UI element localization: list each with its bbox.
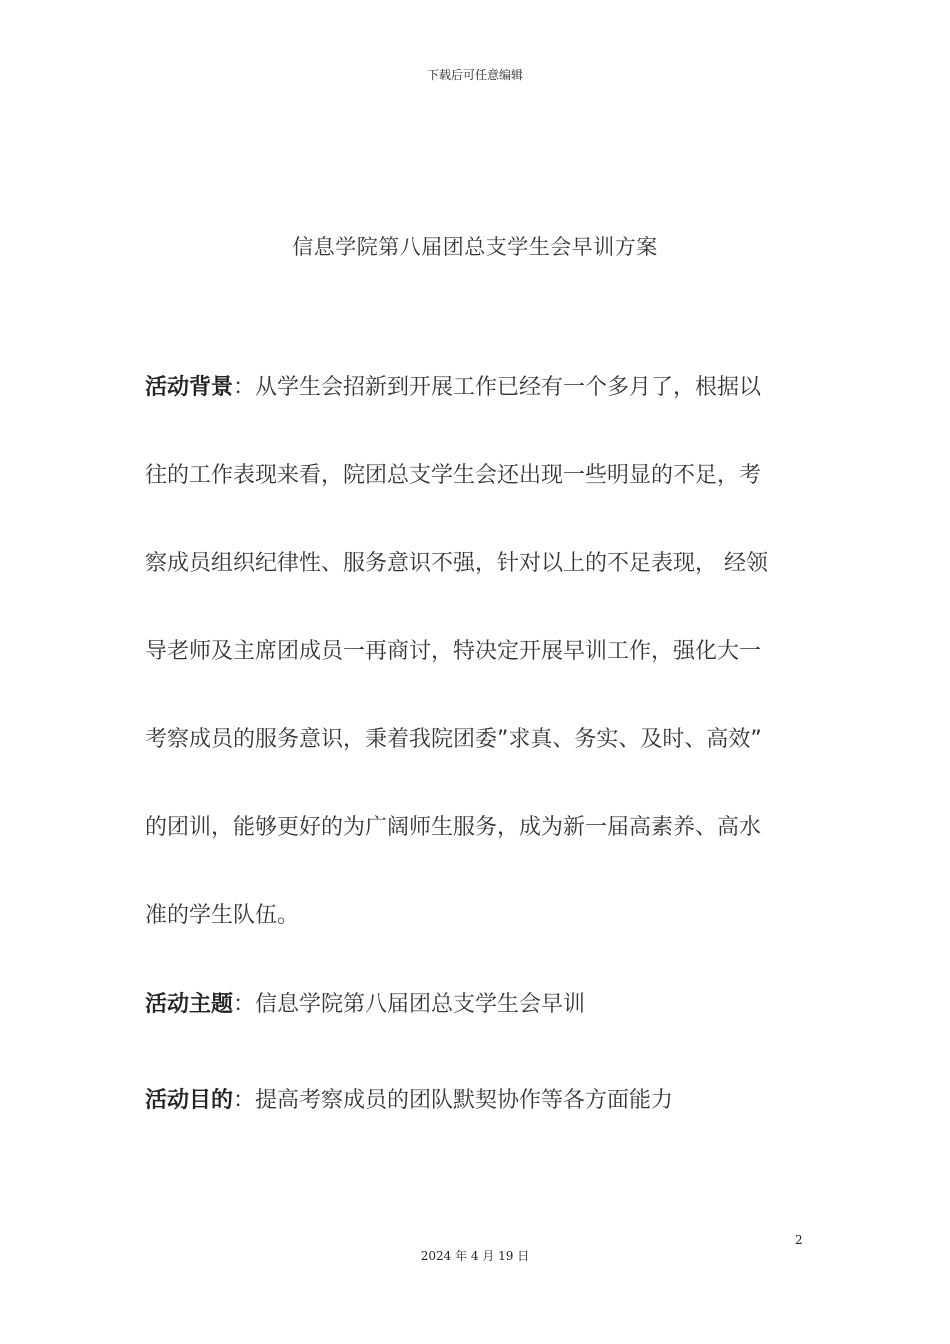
background-text-line: 往的工作表现来看，院团总支学生会还出现一些明显的不足，考 [145, 463, 762, 488]
background-colon: ： [233, 375, 256, 400]
background-text-line: 察成员组织纪律性、服务意识不强，针对以上的不足表现， 经领 [145, 551, 768, 576]
purpose-label: 活动目的 [145, 1088, 234, 1113]
document-title: 信息学院第八届团总支学生会早训方案 [292, 235, 658, 259]
purpose-section [145, 1057, 807, 1145]
purpose-colon: ： [233, 1088, 256, 1113]
background-text-line: 的团训，能够更好的为广阔师生服务，成为新一届高素养、高水 [145, 815, 762, 840]
theme-section [145, 961, 807, 1049]
page-number: 2 [795, 1233, 803, 1247]
purpose-line [145, 1057, 807, 1145]
background-text-line: 从学生会招新到开展工作已经有一个多月了，根据以 [255, 375, 762, 400]
background-text-line: 考察成员的服务意识，秉着我院团委”求真、务实、及时、高效” [145, 727, 762, 752]
footer-date: 2024 年 4 月 19 日 [420, 1249, 530, 1263]
background-text-line: 导老师及主席团成员一再商讨，特决定开展早训工作，强化大一 [145, 639, 762, 664]
background-label: 活动背景 [145, 375, 234, 400]
header-note: 下载后可任意编辑 [426, 68, 523, 82]
background-text-line: 准的学生队伍。 [145, 903, 300, 928]
theme-colon: ： [233, 992, 256, 1017]
background-line-1 [145, 344, 807, 432]
theme-text: 信息学院第八届团总支学生会早训 [255, 992, 586, 1017]
theme-line [145, 961, 807, 1049]
theme-label: 活动主题 [145, 992, 234, 1017]
background-section [145, 344, 807, 960]
purpose-text: 提高考察成员的团队默契协作等各方面能力 [255, 1088, 674, 1113]
